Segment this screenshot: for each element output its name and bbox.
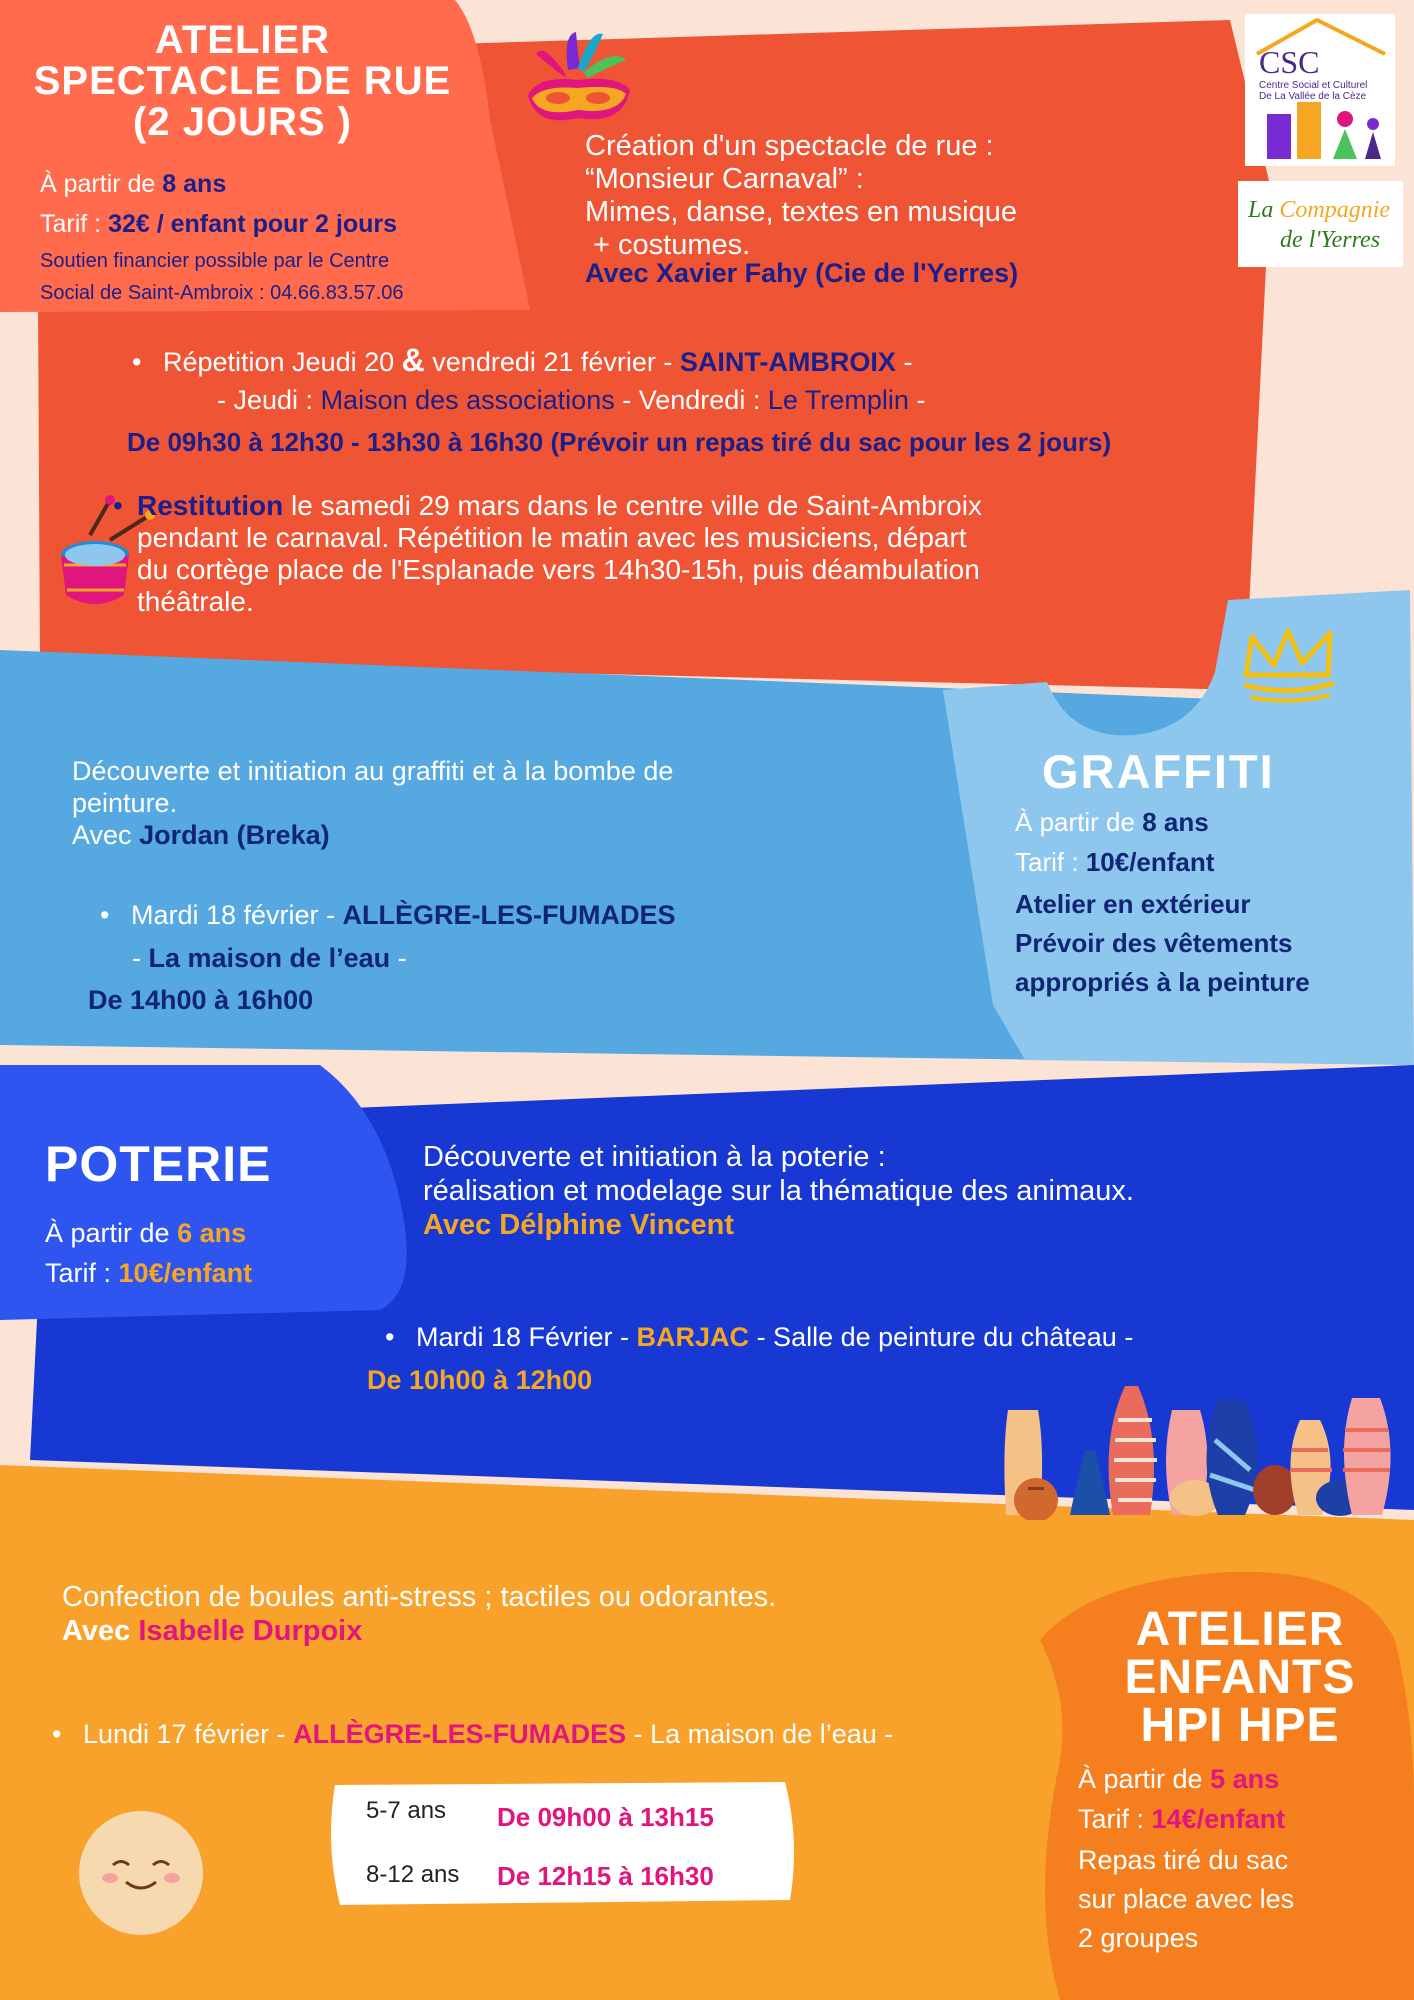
hpi-title-line3: HPI HPE bbox=[1140, 1699, 1340, 1752]
graffiti-age-value: 8 ans bbox=[1142, 807, 1209, 837]
hpi-city: ALLÈGRE-LES-FUMADES bbox=[293, 1719, 627, 1749]
graffiti-tarif-prefix: Tarif : bbox=[1015, 847, 1079, 877]
compagnie-logo bbox=[1238, 181, 1403, 267]
graffiti-place-line bbox=[132, 943, 407, 974]
spectacle-description bbox=[585, 130, 1017, 262]
spectacle-age bbox=[40, 170, 226, 199]
hpi-description bbox=[62, 1580, 776, 1648]
hpi-group1-hours: De 09h00 à 13h15 bbox=[497, 1802, 714, 1832]
spectacle-support-line2: Social de Saint-Ambroix : 04.66.83.57.06 bbox=[40, 282, 404, 304]
hpi-date: Lundi 17 février - bbox=[82, 1719, 286, 1749]
csc-logo bbox=[1245, 14, 1395, 166]
spectacle-tarif-value: 32€ / enfant pour 2 jours bbox=[108, 210, 398, 238]
graffiti-note1: Atelier en extérieur bbox=[1015, 889, 1251, 919]
spectacle-age-prefix: À partir de bbox=[40, 170, 156, 198]
spectacle-locations bbox=[217, 385, 925, 416]
vases-icon bbox=[1000, 1380, 1400, 1520]
hpi-with-prefix: Avec bbox=[62, 1615, 131, 1647]
poterie-age bbox=[45, 1218, 246, 1249]
hpi-group2-hours: De 12h15 à 16h30 bbox=[497, 1861, 714, 1891]
graffiti-age bbox=[1015, 807, 1209, 838]
spectacle-title bbox=[0, 20, 485, 143]
graffiti-with-prefix: Avec bbox=[72, 820, 132, 850]
hpi-note3: 2 groupes bbox=[1078, 1923, 1199, 1953]
graffiti-date-line bbox=[100, 900, 676, 931]
graffiti-note2: Prévoir des vêtements bbox=[1015, 928, 1293, 958]
poterie-tarif-prefix: Tarif : bbox=[45, 1258, 112, 1288]
graffiti-title: GRAFFITI bbox=[1042, 745, 1275, 798]
hpi-age-value: 5 ans bbox=[1210, 1764, 1280, 1794]
spectacle-rep-dash: - bbox=[903, 347, 913, 377]
poterie-city: BARJAC bbox=[636, 1322, 750, 1352]
spectacle-rep-city: SAINT-AMBROIX bbox=[679, 347, 896, 377]
graffiti-note3: appropriés à la peinture bbox=[1015, 967, 1310, 997]
hpi-title-line1: ATELIER bbox=[1135, 1603, 1345, 1656]
spectacle-restitution bbox=[113, 490, 982, 618]
spectacle-loc-a: - Jeudi : bbox=[217, 385, 314, 415]
csc-logo-title: CSC bbox=[1259, 44, 1320, 80]
compagnie-logo-yerres: de l'Yerres bbox=[1280, 227, 1381, 253]
poterie-place: - Salle de peinture du château - bbox=[756, 1322, 1134, 1352]
hpi-group2-age: 8-12 ans bbox=[366, 1861, 460, 1888]
spectacle-tarif bbox=[40, 210, 397, 239]
hpi-place: - La maison de l’eau - bbox=[633, 1719, 894, 1749]
spectacle-rest-line3: du cortège place de l'Esplanade vers 14h30-15h, puis déambulation bbox=[137, 554, 980, 585]
graffiti-notes bbox=[1015, 885, 1310, 1002]
hpi-notes bbox=[1078, 1841, 1294, 1958]
spectacle-desc-line3: Mimes, danse, textes en musique bbox=[585, 196, 1017, 228]
graffiti-place-dash2: - bbox=[397, 943, 407, 973]
spectacle-loc-b: Maison des associations bbox=[320, 385, 615, 415]
spectacle-desc-line4: + costumes. bbox=[585, 229, 751, 261]
hpi-tarif bbox=[1078, 1804, 1285, 1835]
poterie-date: Mardi 18 Février - bbox=[415, 1322, 630, 1352]
poterie-description bbox=[423, 1140, 1134, 1242]
poterie-hours: De 10h00 à 12h00 bbox=[367, 1365, 593, 1395]
spectacle-loc-d: Le Tremplin bbox=[767, 385, 909, 415]
hpi-title bbox=[1080, 1603, 1400, 1752]
spectacle-restitution-bullet: • bbox=[113, 490, 123, 521]
poterie-desc-line1: Découverte et initiation à la poterie : bbox=[423, 1141, 886, 1173]
spectacle-tarif-prefix: Tarif : bbox=[40, 210, 102, 238]
poterie-date-line bbox=[385, 1322, 1133, 1353]
spectacle-hours: De 09h30 à 12h30 - 13h30 à 16h30 (Prévoir un repas tiré du sac pour les 2 jours) bbox=[127, 427, 1112, 457]
poterie-age-prefix: À partir de bbox=[45, 1218, 170, 1248]
spectacle-title-line3: (2 JOURS ) bbox=[133, 100, 352, 144]
csc-logo-sub1: Centre Social et Culturel bbox=[1259, 80, 1368, 91]
hpi-with-name: Isabelle Durpoix bbox=[138, 1615, 363, 1647]
csc-logo-sub2: De La Vallée de la Cèze bbox=[1259, 91, 1367, 102]
poterie-title: POTERIE bbox=[45, 1136, 272, 1192]
graffiti-date: Mardi 18 février - bbox=[130, 900, 336, 930]
poterie-age-value: 6 ans bbox=[177, 1218, 247, 1248]
crown-icon bbox=[1240, 625, 1345, 715]
hpi-age bbox=[1078, 1764, 1279, 1795]
smiley-ball-icon bbox=[78, 1810, 208, 1940]
graffiti-place-dash1: - bbox=[132, 943, 141, 973]
spectacle-loc-c: - Vendredi : bbox=[622, 385, 761, 415]
hpi-date-line bbox=[52, 1719, 893, 1750]
compagnie-logo-la: La bbox=[1248, 197, 1274, 223]
graffiti-hours: De 14h00 à 16h00 bbox=[88, 985, 314, 1015]
spectacle-repetition bbox=[132, 342, 912, 379]
hpi-note2: sur place avec les bbox=[1078, 1884, 1295, 1914]
spectacle-rest-line2: pendant le carnaval. Répétition le matin avec les musiciens, départ bbox=[137, 522, 967, 553]
poterie-with: Avec Délphine Vincent bbox=[423, 1209, 735, 1241]
graffiti-desc-line1: Découverte et initiation au graffiti et à la bombe de bbox=[72, 756, 674, 786]
graffiti-place: La maison de l’eau bbox=[148, 943, 391, 973]
spectacle-with: Avec Xavier Fahy (Cie de l'Yerres) bbox=[585, 258, 1019, 288]
spectacle-rep-a: Répetition Jeudi 20 bbox=[162, 347, 395, 377]
graffiti-tarif-value: 10€/enfant bbox=[1085, 847, 1215, 877]
hpi-desc: Confection de boules anti-stress ; tactiles ou odorantes. bbox=[62, 1581, 777, 1613]
spectacle-rep-amp: & bbox=[401, 342, 425, 378]
graffiti-age-prefix: À partir de bbox=[1015, 807, 1135, 837]
hpi-title-line2: ENFANTS bbox=[1124, 1651, 1356, 1704]
poterie-tarif-value: 10€/enfant bbox=[118, 1258, 253, 1288]
hpi-age-prefix: À partir de bbox=[1078, 1764, 1203, 1794]
hpi-note1: Repas tiré du sac bbox=[1078, 1845, 1289, 1875]
spectacle-age-value: 8 ans bbox=[162, 170, 227, 198]
spectacle-desc-line1: Création d'un spectacle de rue : bbox=[585, 130, 994, 162]
spectacle-rest-label: Restitution bbox=[137, 490, 284, 521]
poterie-tarif bbox=[45, 1258, 252, 1289]
spectacle-rest-line1: le samedi 29 mars dans le centre ville de Saint-Ambroix bbox=[283, 490, 982, 521]
spectacle-desc-line2: “Monsieur Carnaval” : bbox=[585, 163, 864, 195]
graffiti-desc-line2: peinture. bbox=[72, 788, 178, 818]
graffiti-tarif bbox=[1015, 847, 1214, 878]
poterie-desc-line2: réalisation et modelage sur la thématique des animaux. bbox=[423, 1175, 1134, 1207]
spectacle-loc-e: - bbox=[916, 385, 926, 415]
spectacle-rest-line4: théâtrale. bbox=[137, 586, 254, 617]
graffiti-description bbox=[72, 755, 673, 851]
carnival-mask-icon bbox=[518, 30, 638, 140]
hpi-tarif-prefix: Tarif : bbox=[1078, 1804, 1145, 1834]
spectacle-support-line1: Soutien financier possible par le Centre bbox=[40, 250, 390, 272]
graffiti-with-name: Jordan (Breka) bbox=[139, 820, 330, 850]
hpi-group1-age: 5-7 ans bbox=[366, 1797, 447, 1824]
spectacle-title-line1: ATELIER bbox=[154, 18, 331, 62]
spectacle-rep-b: vendredi 21 février - bbox=[432, 347, 673, 377]
spectacle-title-line2: SPECTACLE DE RUE bbox=[33, 59, 452, 103]
hpi-tarif-value: 14€/enfant bbox=[1151, 1804, 1286, 1834]
compagnie-logo-compagnie: Compagnie bbox=[1279, 197, 1391, 223]
graffiti-city: ALLÈGRE-LES-FUMADES bbox=[342, 900, 676, 930]
